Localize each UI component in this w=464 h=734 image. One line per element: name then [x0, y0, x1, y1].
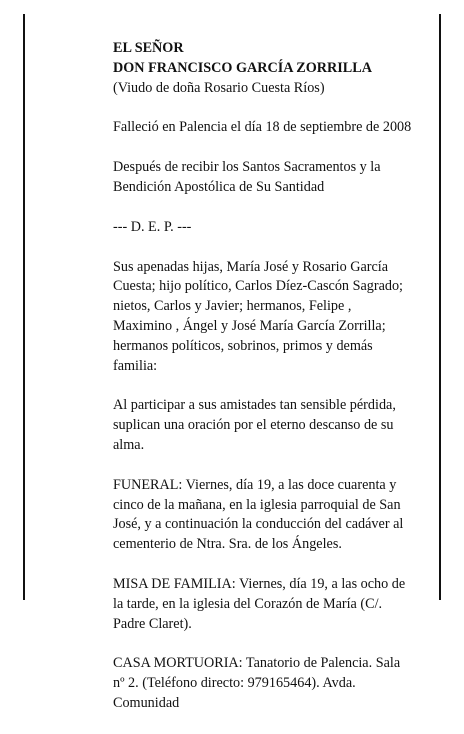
prayer-request: Al participar a sus amistades tan sensible pérdida, suplican una oración por el eterno descanso de su alma. — [113, 397, 396, 453]
family-mass-details: MISA DE FAMILIA: Viernes, día 19, a las ocho de la tarde, en la iglesia del Corazón de María (C/. Padre Claret). — [113, 575, 406, 632]
family-paragraph: Sus apenadas hijas, María José y Rosario García Cuesta; hijo político, Carlos Díez-Cascón Sagrado; nietos, Carlos y Javier; hermanos, Felipe , Maximino , Ángel y José María García Zorrilla; hermanos políticos, sobrinos, primos y demás familia: — [113, 258, 403, 374]
right-border-line — [439, 14, 441, 600]
title-honorific: EL SEÑOR — [113, 40, 184, 56]
funeral-home-details: CASA MORTUORIA: Tanatorio de Palencia. Sala nº 2. (Teléfono directo: 979165464). Avda. Comunidad — [113, 655, 401, 711]
deceased-name: DON FRANCISCO GARCÍA ZORRILLA — [113, 59, 372, 76]
widower-note: (Viudo de doña Rosario Cuesta Ríos) — [113, 79, 325, 96]
funeral-details: FUNERAL: Viernes, día 19, a las doce cuarenta y cinco de la mañana, en la iglesia parroquial de San José, y a continuación la conducción del cadáver al cementerio de Ntra. Sra. de los Ángeles. — [113, 476, 404, 553]
heading-block — [113, 39, 413, 98]
death-notice: Falleció en Palencia el día 18 de septiembre de 2008 — [113, 119, 412, 136]
rip-text: --- D. E. P. --- — [113, 218, 192, 235]
obituary-notice — [113, 39, 413, 734]
sacraments-text: Después de recibir los Santos Sacramentos y la Bendición Apostólica de Su Santidad — [113, 159, 381, 195]
left-border-line — [23, 14, 25, 600]
